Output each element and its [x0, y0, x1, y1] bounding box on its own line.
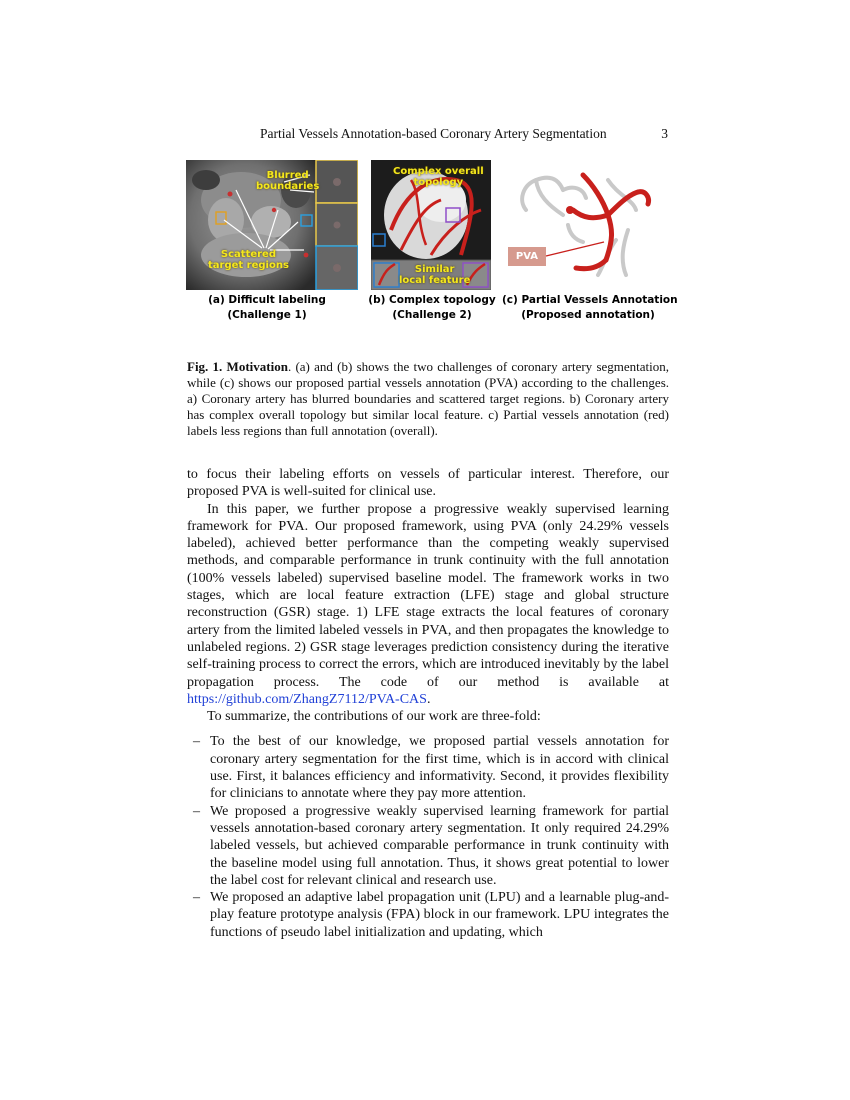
figure-caption	[187, 359, 669, 439]
panel-b-caption: (b) Complex topology (Challenge 2)	[368, 294, 496, 321]
bullet-dash: –	[193, 734, 200, 750]
vessel-tree-illustration	[508, 170, 670, 290]
panel-a-caption: (a) Difficult labeling (Challenge 1)	[208, 294, 326, 321]
list-item-text: We proposed a progressive weakly supervised learning framework for partial vessels annotation-based coronary artery segmentation. It only required 24.29% labeled vessels, but achieved comparable performance in trunk continuity with the baseline model using full annotation. Thus, it shows great potential to lower the label cost for relevant clinical and research use.	[210, 803, 669, 888]
annotation-similar-local-feature: Similar local feature	[399, 264, 471, 286]
panel-a-ct-image	[186, 160, 358, 290]
annotation-scattered-target-regions: Scattered target regions	[208, 249, 289, 271]
paragraph-3: To summarize, the contributions of our work are three-fold:	[207, 709, 541, 725]
bullet-dash: –	[193, 803, 200, 819]
running-title: Partial Vessels Annotation-based Coronary Artery Segmentation	[260, 126, 607, 141]
paragraph-1: to focus their labeling efforts on vessels of particular interest. Therefore, our proposed PVA is well-suited for clinical use.	[187, 467, 669, 500]
list-item	[187, 733, 669, 802]
annotation-complex-topology: Complex overall topology	[393, 166, 484, 188]
figure-caption-text: . (a) and (b) shows the two challenges of coronary artery segmentation, while (c) shows our proposed partial vessels annotation (PVA) according to the challenges. a) Coronary artery has blurred boundaries and scattered target regions. b) Coronary artery has complex overall topology but similar local feature. c) Partial vessels annotation (red) labels less regions than full annotation (overall).	[187, 359, 670, 438]
list-item	[187, 889, 669, 941]
list-item-text: To the best of our knowledge, we proposed partial vessels annotation for coronary artery segmentation for the first time, which is in accord with clinical use. First, it balances efficiency and informativity. Second, it provides flexibility for clinicians to annotate where they pay more attention.	[210, 734, 669, 802]
contributions-list	[187, 733, 669, 941]
list-item-text: We proposed an adaptive label propagation unit (LPU) and a learnable plug-and-play feature prototype analysis (FPA) block in our framework. LPU integrates the functions of pseudo label initialization and updating, which	[210, 890, 669, 940]
body-text	[187, 466, 669, 941]
bullet-dash: –	[193, 890, 200, 906]
paragraph-2-text: In this paper, we further propose a progressive weakly supervised learning framework for PVA. Our proposed framework, using PVA (only 24.29% vessels labeled), achieved better performance than the competing weakly supervised methods, and comparable performance in trunk continuity with the full annotation (100% vessels labeled) supervised baseline model. The framework works in two stages, which are local feature extraction (LFE) stage and global structure reconstruction (GSR) stage. 1) LFE stage extracts the local features of coronary artery from the limited labeled vessels in PVA, and then propagates the knowledge to unlabeled regions. 2) GSR stage leverages prediction consistency during the iterative self-training process to correct the errors, which are introduced inevitably by the label propagation process. The code of our method is available at	[187, 501, 669, 690]
code-link[interactable]: https://github.com/ZhangZ7112/PVA-CAS	[187, 691, 427, 707]
figure-1	[186, 160, 678, 330]
paragraph-2-end: .	[426, 691, 431, 707]
panel-c-caption: (c) Partial Vessels Annotation (Proposed annotation)	[502, 294, 678, 321]
list-item	[187, 803, 669, 889]
figure-label: Fig. 1. Motivation	[187, 359, 288, 374]
panel-b-3d-heart	[371, 160, 491, 290]
pva-label: PVA	[515, 251, 539, 262]
page-number: 3	[661, 126, 668, 141]
panel-c-vessel-tree	[508, 170, 670, 290]
paragraph-2	[187, 501, 669, 709]
annotation-blurred-boundaries: Blurred boundaries	[256, 170, 320, 192]
